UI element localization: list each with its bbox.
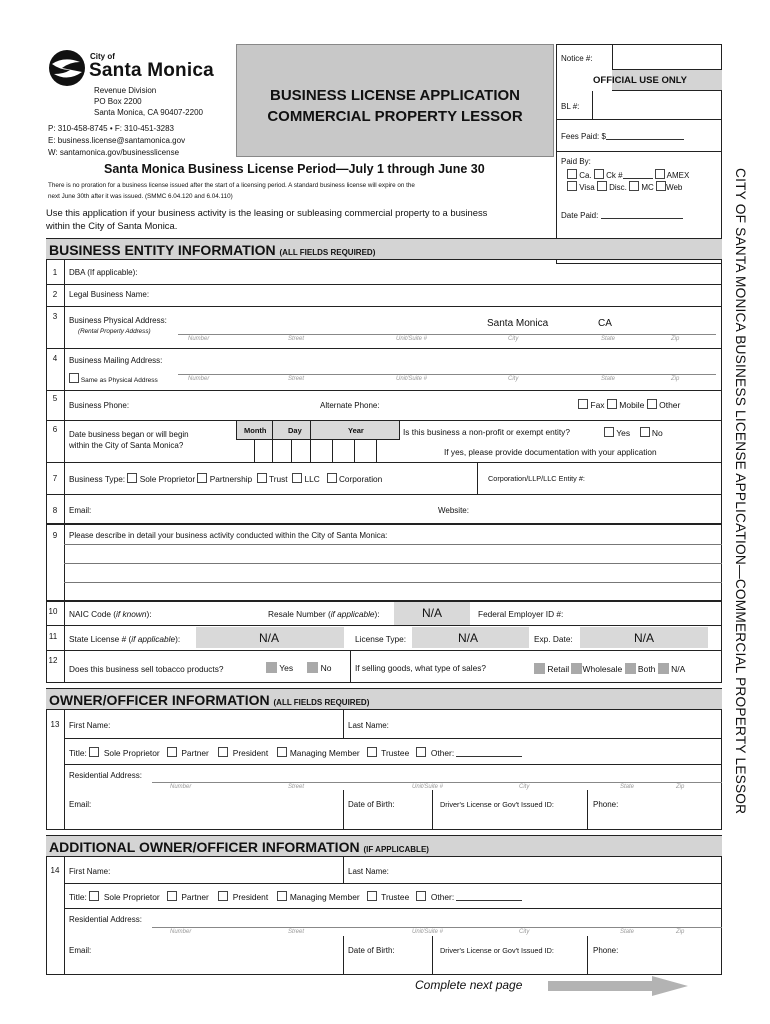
add-phone-field[interactable] [590,956,718,972]
type-corporation-checkbox[interactable] [327,473,337,483]
sub-zip-3: Zip [671,336,680,342]
mc-label: MC [641,183,654,192]
side-title: CITY OF SANTA MONICA BUSINESS LICENSE APPLICATION—COMMERCIAL PROPERTY LESSOR [733,168,748,815]
resale-label: Resale Number (if applicable): [268,609,380,619]
tobacco-options [266,662,332,673]
owner-dob-label: Date of Birth: [348,800,395,809]
rental-address-note: (Rental Property Address) [78,328,151,335]
alternate-phone-label: Alternate Phone: [320,401,380,410]
add-sub-street: Street [288,929,305,935]
date-paid [561,210,683,220]
row-number-1: 1 [52,268,58,277]
bl-label: BL #: [561,102,580,111]
add-president-label: President [232,892,269,902]
retail-checkbox[interactable] [534,663,545,674]
sub-street-4: Street [288,376,305,382]
license-type-value: N/A [458,631,479,645]
tobacco-no-checkbox[interactable] [307,662,318,673]
row-number-11: 11 [48,632,58,641]
amex-checkbox[interactable] [655,169,665,179]
add-first-name-label: First Name: [69,867,111,876]
add-sub-city: City [519,929,530,935]
sales-type-options [534,663,685,674]
row-number-9: 9 [52,531,58,540]
legal-name-label: Legal Business Name: [69,290,150,299]
add-residential-field[interactable] [154,910,716,926]
official-use-box [556,44,722,264]
section-owner-officer-note: (ALL FIELDS REQUIRED) [273,698,370,707]
owner-title-options [69,747,522,758]
owner-sub-state: State [620,784,635,790]
entity-number-field[interactable] [606,466,716,490]
owner-other-checkbox[interactable] [416,747,426,757]
section-owner-officer [46,688,722,710]
fees-label [561,131,684,141]
disc-label: Disc. [609,183,627,192]
add-partner-label: Partner [181,892,209,902]
tobacco-yes-label: Yes [279,663,294,673]
paid-by-row-2 [567,181,682,192]
owner-last-name-label: Last Name: [348,721,389,730]
row-number-8: 8 [52,506,58,515]
contact-phone: P: 310-458-8745 • F: 310-451-3283 [48,124,174,133]
nonprofit-options [604,427,663,438]
add-first-name-field[interactable] [118,861,338,881]
type-trust-label: Trust [268,474,288,484]
both-label: Both [637,664,656,674]
website-field[interactable] [476,498,716,520]
section-business-entity-title: BUSINESS ENTITY INFORMATION [49,242,276,258]
logo-big-text: Santa Monica [89,60,214,81]
na-checkbox[interactable] [658,663,669,674]
add-dl-label: Driver's License or Gov't Issued ID: [440,946,554,955]
owner-other-line[interactable] [456,748,522,757]
sub-unit-3: Unit/Suite # [396,336,428,342]
address-line-1: Revenue Division [94,86,157,95]
add-last-name-field[interactable] [396,861,716,881]
ck-line[interactable] [623,170,653,179]
add-partner-checkbox[interactable] [167,891,177,901]
row-number-3: 3 [52,312,58,321]
owner-dl-label: Driver's License or Gov't Issued ID: [440,800,554,809]
same-as-physical-checkbox[interactable] [69,373,79,383]
owner-residential-field[interactable] [154,766,716,782]
add-sub-zip: Zip [676,929,685,935]
same-as-physical [69,373,158,384]
add-dob-label: Date of Birth: [348,946,395,955]
sub-state-4: State [601,376,616,382]
sub-number-3: Number [188,336,210,342]
row-number-5: 5 [52,394,58,403]
ck-label: Ck # [606,171,623,180]
mailing-address-field[interactable] [180,352,716,374]
date-paid-label: Date Paid: [561,211,599,220]
retail-label: Retail [547,664,570,674]
owner-trustee-checkbox[interactable] [367,747,377,757]
other-phone-checkbox[interactable] [647,399,657,409]
tobacco-no-label: No [320,663,332,673]
add-email-field[interactable] [96,940,338,972]
disc-checkbox[interactable] [597,181,607,191]
type-llc-label: LLC [304,474,320,484]
type-partnership-checkbox[interactable] [197,473,207,483]
official-use-label: OFFICIAL USE ONLY [593,75,687,86]
web-checkbox[interactable] [656,181,666,191]
tobacco-yes-checkbox[interactable] [266,662,277,673]
row-number-2: 2 [52,290,58,299]
row-number-12: 12 [48,656,58,665]
add-other-checkbox[interactable] [416,891,426,901]
web-label: Web [666,183,683,192]
year-header: Year [348,426,364,435]
physical-city-value: Santa Monica [487,318,549,329]
proration-note-1: There is no proration for a business license issued after the start of a licensing period. A standard business license will expire on the [48,182,415,189]
sub-number-4: Number [188,376,210,382]
business-type-options [69,473,382,484]
owner-residential-label: Residential Address: [69,771,142,780]
mobile-checkbox[interactable] [607,399,617,409]
fein-label: Federal Employer ID #: [478,609,564,619]
row-number-10: 10 [48,607,58,616]
ca-label: Ca. [579,171,592,180]
add-sole-checkbox[interactable] [89,891,99,901]
physical-address-label: Business Physical Address: [69,316,167,325]
date-began-label-2: within the City of Santa Monica? [69,441,184,450]
owner-partner-label: Partner [181,748,209,758]
owner-managing-label: Managing Member [289,748,360,758]
na-label: N/A [671,664,686,674]
license-period: Santa Monica Business License Period—July 1 through June 30 [104,162,485,176]
add-title-options [69,891,522,902]
business-phone-label: Business Phone: [69,401,130,410]
nonprofit-question: Is this business a non-profit or exempt entity? [403,427,570,437]
owner-row-number: 13 [50,720,60,729]
owner-phone-field[interactable] [590,811,718,827]
owner-president-checkbox[interactable] [218,747,228,757]
usage-note-1: Use this application if your business activity is the leasing or subleasing commercial property to a business [46,207,488,218]
legal-name-field[interactable] [160,286,716,304]
nonprofit-note: If yes, please provide documentation with your application [444,447,657,457]
row-number-6: 6 [52,425,58,434]
type-partnership-label: Partnership [209,474,253,484]
owner-sole-checkbox[interactable] [89,747,99,757]
wholesale-checkbox[interactable] [571,663,582,674]
add-email-label: Email: [69,946,92,955]
state-license-value: N/A [259,631,280,645]
notice-label: Notice #: [561,54,593,63]
logo-small-text: City of [90,52,115,61]
title-box [236,44,554,157]
title-line-1: BUSINESS LICENSE APPLICATION [269,87,521,104]
paid-by-label: Paid By: [561,157,591,166]
type-llc-checkbox[interactable] [292,473,302,483]
owner-email-label: Email: [69,800,92,809]
other-phone-label: Other [659,400,681,410]
sub-city-4: City [508,376,519,382]
paid-by-row-1 [567,169,689,180]
exp-date-value: N/A [634,631,655,645]
row-number-4: 4 [52,354,58,363]
day-header: Day [288,426,302,435]
date-began-label-1: Date business began or will begin [69,430,189,439]
sub-zip-4: Zip [671,376,680,382]
naic-label: NAIC Code (if known): [69,609,152,619]
usage-note-2: within the City of Santa Monica. [46,220,178,231]
sub-unit-4: Unit/Suite # [396,376,428,382]
phone-type-options [578,399,680,410]
address-line-3: Santa Monica, CA 90407-2200 [94,108,203,117]
owner-sole-label: Sole Proprietor [103,748,160,758]
next-page-arrow-icon [548,976,688,996]
naic-field[interactable] [160,604,260,624]
ck-checkbox[interactable] [594,169,604,179]
title-line-2: COMMERCIAL PROPERTY LESSOR [267,108,523,125]
mobile-label: Mobile [619,400,645,410]
contact-web: W: santamonica.gov/businesslicense [48,148,180,157]
owner-sub-number: Number [170,784,192,790]
add-sole-label: Sole Proprietor [103,892,160,902]
business-phone-field[interactable] [140,394,310,416]
type-sole-label: Sole Proprietor [139,474,196,484]
add-other-label: Other: [430,892,455,902]
nonprofit-yes-checkbox[interactable] [604,427,614,437]
describe-line-3[interactable] [66,583,716,599]
owner-dob-field[interactable] [346,811,430,827]
nonprofit-no-label: No [651,428,663,438]
sales-type-question: If selling goods, what type of sales? [355,663,486,673]
email-label: Email: [69,506,92,515]
section-business-entity-note: (ALL FIELDS REQUIRED) [279,248,376,257]
mailing-address-label: Business Mailing Address: [69,356,163,365]
ca-checkbox[interactable] [567,169,577,179]
owner-first-name-field[interactable] [118,714,338,734]
owner-dl-field[interactable] [436,811,584,827]
physical-state-value: CA [598,318,612,329]
section-owner-officer-title: OWNER/OFFICER INFORMATION [49,692,270,708]
owner-sub-street: Street [288,784,305,790]
add-sub-state: State [620,929,635,935]
section-additional-owner [46,835,722,857]
website-label: Website: [438,506,469,515]
resale-value: N/A [422,606,443,620]
owner-president-label: President [232,748,269,758]
add-trustee-checkbox[interactable] [367,891,377,901]
license-type-label: License Type: [355,634,407,644]
mc-checkbox[interactable] [629,181,639,191]
section-business-entity [46,238,722,260]
owner-sub-city: City [519,784,530,790]
type-corporation-label: Corporation [338,474,383,484]
fax-label: Fax [590,400,605,410]
add-dl-field[interactable] [436,956,584,972]
fax-checkbox[interactable] [578,399,588,409]
owner-title-label: Title: [69,748,87,758]
type-sole-checkbox[interactable] [127,473,137,483]
day-input[interactable] [273,440,310,462]
add-last-name-label: Last Name: [348,867,389,876]
add-sub-number: Number [170,929,192,935]
visa-checkbox[interactable] [567,181,577,191]
describe-line-1[interactable] [66,545,716,562]
owner-first-name-label: First Name: [69,721,111,730]
add-trustee-label: Trustee [381,892,410,902]
add-sub-unit: Unit/Suite # [412,929,444,935]
visa-label: Visa [579,183,595,192]
add-dob-field[interactable] [346,956,430,972]
amex-label: AMEX [666,171,690,180]
add-other-line[interactable] [456,892,522,901]
describe-label: Please describe in detail your business activity conducted within the City of Santa Monica: [69,531,388,540]
type-trust-checkbox[interactable] [257,473,267,483]
fees-line[interactable] [606,131,684,140]
owner-last-name-field[interactable] [396,714,716,734]
owner-partner-checkbox[interactable] [167,747,177,757]
sub-city-3: City [508,336,519,342]
complete-next-page: Complete next page [415,978,523,992]
add-managing-checkbox[interactable] [277,891,287,901]
exp-date-label: Exp. Date: [534,634,573,644]
contact-email: E: business.license@santamonica.gov [48,136,186,145]
alternate-phone-field[interactable] [392,394,572,416]
same-as-physical-label: Same as Physical Address [80,377,158,384]
add-phone-label: Phone: [593,946,619,955]
section-additional-owner-title: ADDITIONAL OWNER/OFFICER INFORMATION [49,839,360,855]
describe-line-2[interactable] [66,564,716,581]
additional-row-number: 14 [50,866,60,875]
owner-managing-checkbox[interactable] [277,747,287,757]
add-managing-label: Managing Member [289,892,360,902]
email-field[interactable] [96,498,432,520]
business-type-label: Business Type: [69,474,126,484]
nonprofit-yes-label: Yes [616,428,631,438]
entity-number-label: Corporation/LLP/LLC Entity #: [488,474,585,483]
dba-label: DBA (If applicable): [69,268,138,277]
owner-phone-label: Phone: [593,800,619,809]
year-input[interactable] [311,440,400,462]
both-checkbox[interactable] [625,663,636,674]
address-line-2: PO Box 2200 [94,97,142,106]
nonprofit-no-checkbox[interactable] [640,427,650,437]
add-residential-label: Residential Address: [69,915,142,924]
add-president-checkbox[interactable] [218,891,228,901]
owner-sub-unit: Unit/Suite # [412,784,444,790]
sub-state-3: State [601,336,616,342]
proration-note-2: next June 30th after it was issued. (SMMC 6.04.120 and 6.04.110) [48,193,233,200]
wholesale-label: Wholesale [582,664,623,674]
state-license-label: State License # (if applicable): [69,634,181,644]
row-number-7: 7 [52,474,58,483]
notice-field[interactable] [612,45,722,69]
tobacco-question: Does this business sell tobacco products? [69,664,224,674]
add-title-label: Title: [69,892,87,902]
owner-sub-zip: Zip [676,784,685,790]
month-header: Month [244,426,267,435]
dba-field[interactable] [160,262,716,282]
bl-field[interactable] [592,91,722,119]
date-paid-line[interactable] [601,210,683,219]
sub-street-3: Street [288,336,305,342]
owner-trustee-label: Trustee [381,748,410,758]
owner-other-label: Other: [430,748,455,758]
owner-email-field[interactable] [96,794,338,826]
logo-mark [46,48,88,88]
fein-field[interactable] [572,604,716,624]
section-additional-owner-note: (IF APPLICABLE) [363,845,429,854]
fees-paid-text: Fees Paid: $ [561,132,606,141]
month-input[interactable] [236,440,272,462]
